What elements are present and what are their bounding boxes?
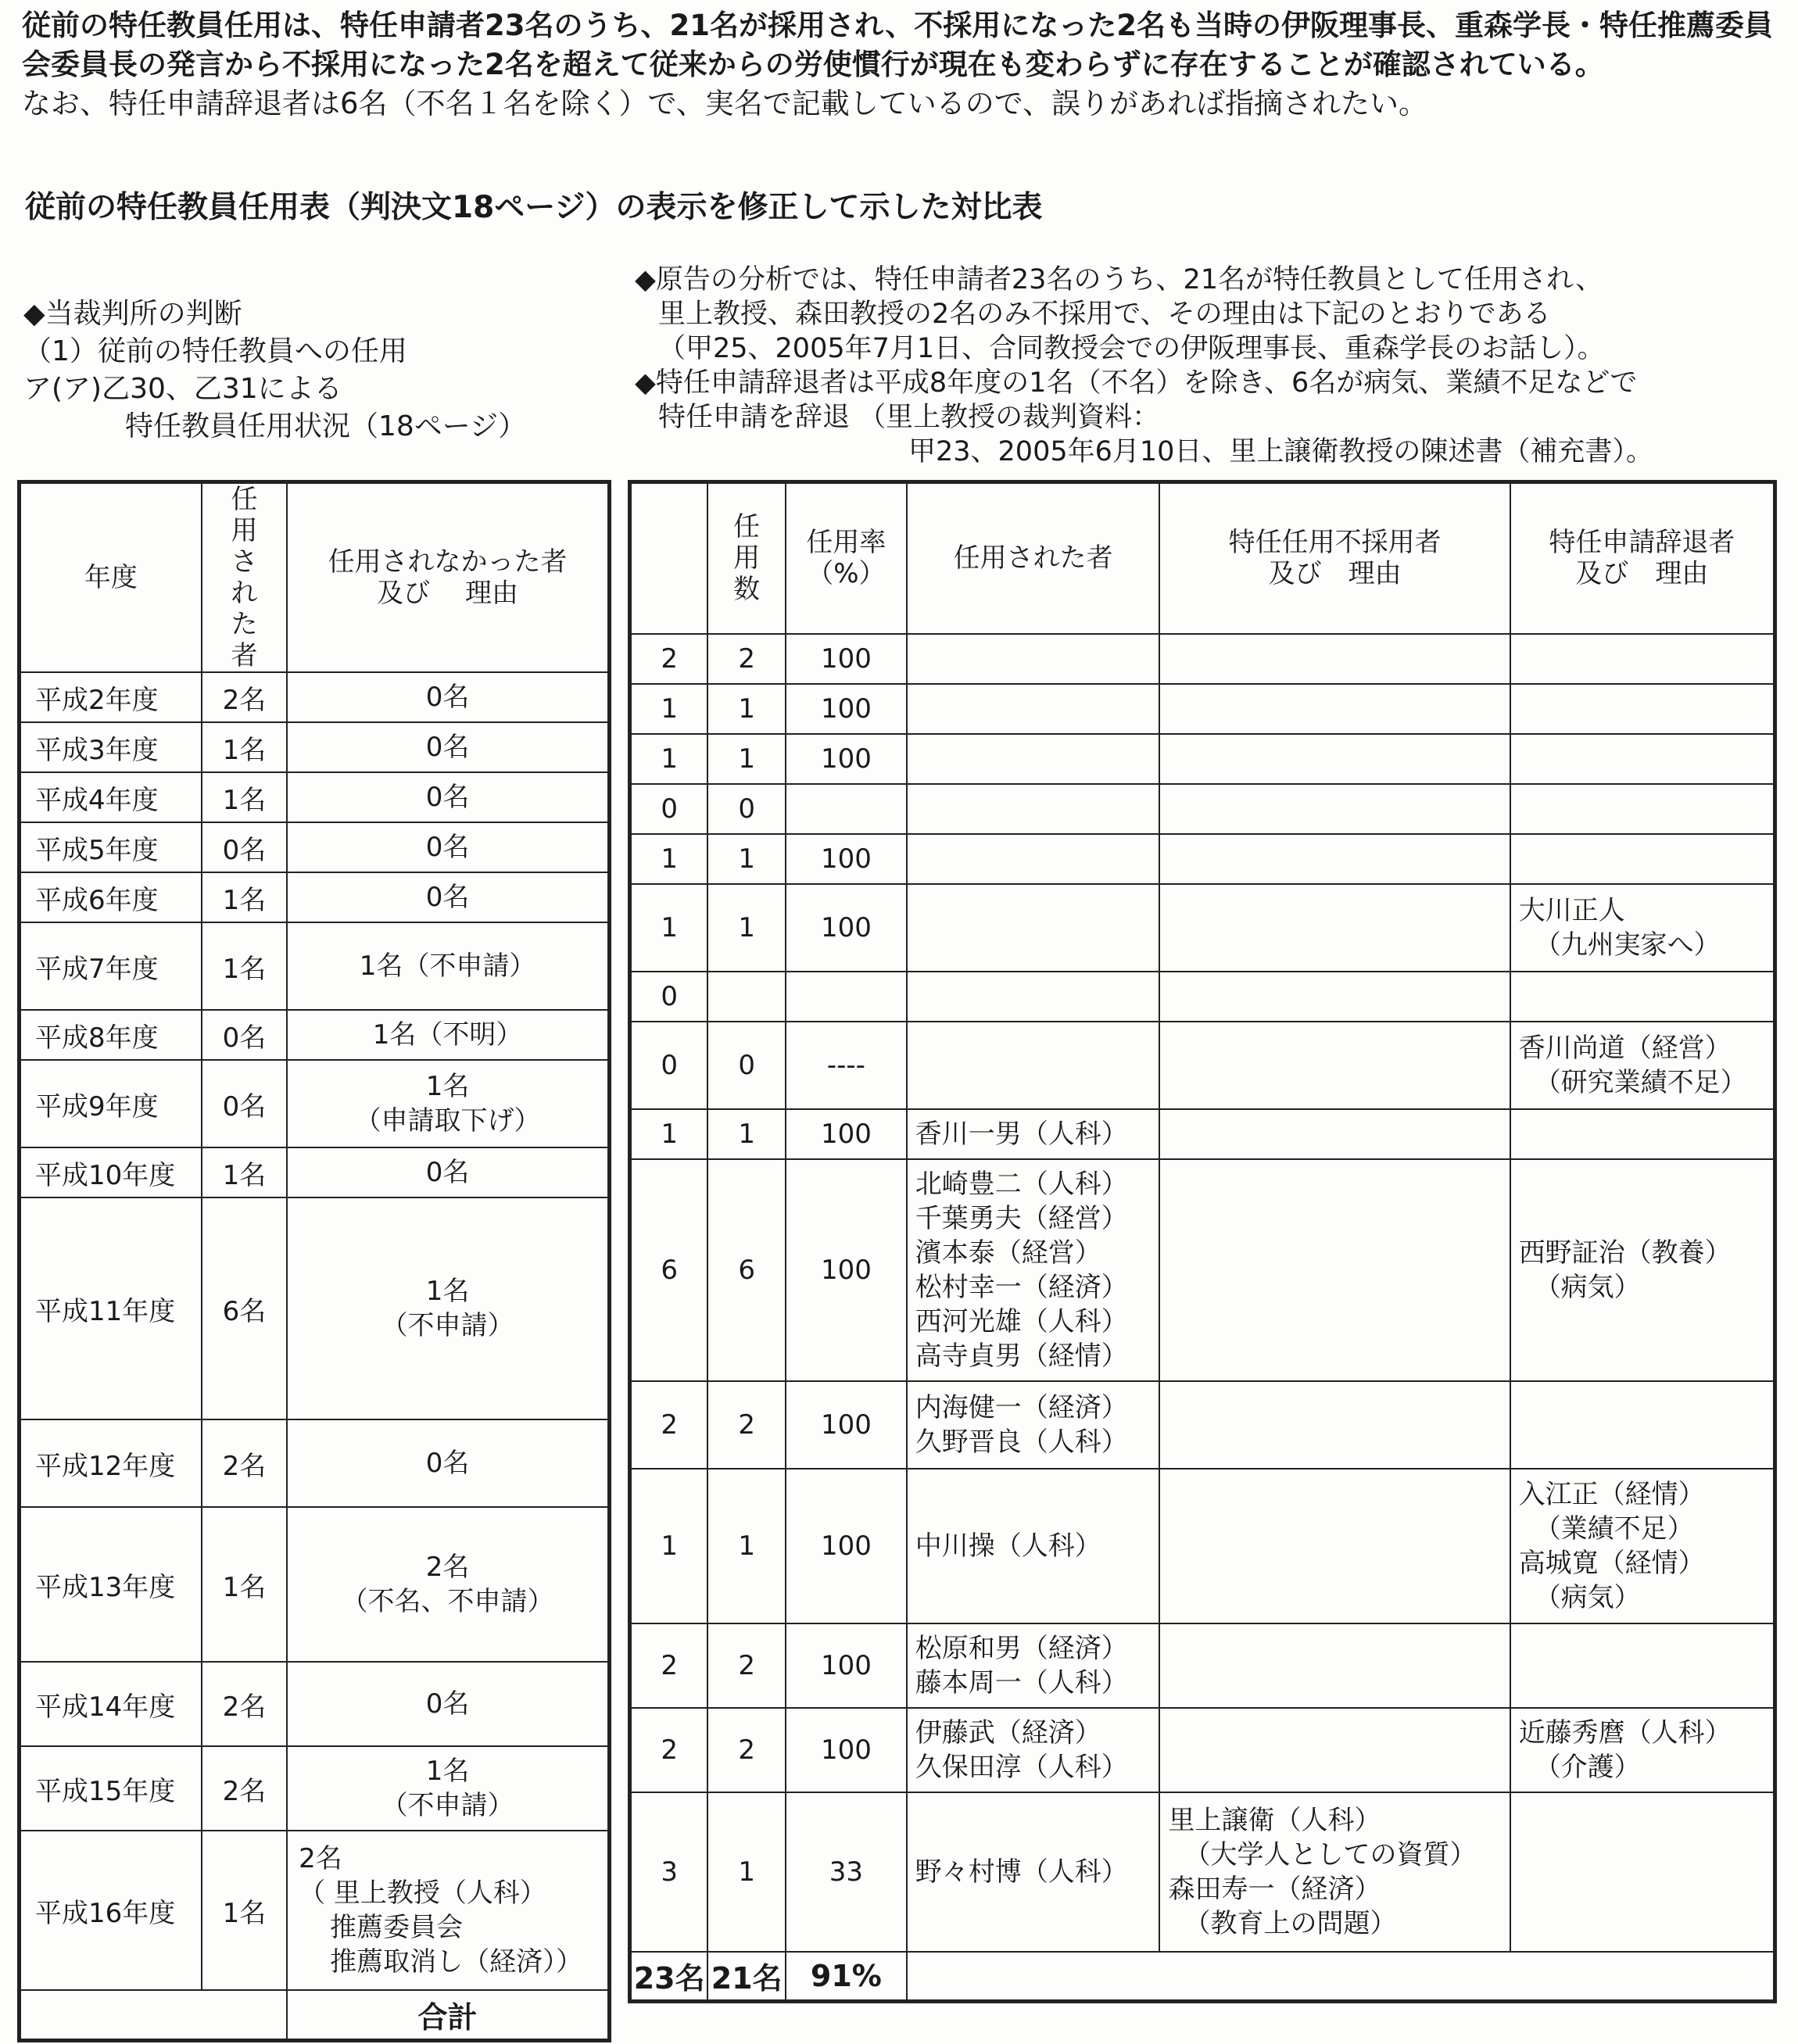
name-line: 伊藤武（経済） bbox=[915, 1716, 1101, 1749]
year-cell: 平成13年度 bbox=[20, 1507, 202, 1662]
count-cell: 1 bbox=[707, 1792, 786, 1952]
note-right-line-5: 特任申請を辞退 （里上教授の裁判資料： bbox=[658, 402, 1160, 433]
applied-cell: 1 bbox=[630, 884, 708, 972]
rate-cell: 100 bbox=[786, 1623, 907, 1708]
not-appointed-cell: 0名 bbox=[287, 772, 609, 822]
rejected-cell bbox=[1159, 1381, 1510, 1469]
count-cell: 2 bbox=[707, 634, 786, 684]
rate-cell: 100 bbox=[786, 1109, 907, 1159]
note-left-line-2: （1）従前の特任教員への任用 bbox=[23, 335, 407, 367]
year-cell: 平成8年度 bbox=[20, 1010, 202, 1060]
appointed-count-cell: 1名 bbox=[202, 922, 287, 1010]
appointed-count-cell: 1名 bbox=[202, 872, 287, 922]
appointed-names-cell bbox=[907, 1109, 1160, 1159]
applied-cell: 2 bbox=[630, 634, 708, 684]
total-applied: 23名 bbox=[630, 1952, 708, 2002]
not-appointed-cell: 1名 （不申請） bbox=[287, 1746, 609, 1831]
intro-line-2: 会委員長の発言から不採用になった2名を超えて従来からの労使慣行が現在も変わらずに存在することが確認されている。 bbox=[22, 48, 1604, 81]
appointed-names-cell bbox=[907, 1469, 1160, 1623]
withdrawn-cell bbox=[1510, 1469, 1775, 1623]
withdrawn-cell bbox=[1510, 634, 1775, 684]
not-appointed-cell: 0名 bbox=[287, 672, 609, 722]
applied-cell: 1 bbox=[630, 684, 708, 734]
appointed-names-cell bbox=[907, 834, 1160, 884]
withdrawn-cell bbox=[1510, 734, 1775, 784]
rejected-cell bbox=[1159, 884, 1510, 972]
year-cell: 平成7年度 bbox=[20, 922, 202, 1010]
empty-cell bbox=[20, 1990, 202, 2040]
applied-cell: 2 bbox=[630, 1708, 708, 1792]
rejected-cell bbox=[1159, 784, 1510, 834]
applied-cell: 3 bbox=[630, 1792, 708, 1952]
name-line: 西河光雄（人科） bbox=[915, 1305, 1128, 1337]
right-table-row bbox=[630, 884, 1775, 972]
name-line: 藤本周一（人科） bbox=[915, 1666, 1128, 1699]
count-cell: 0 bbox=[707, 1022, 786, 1109]
withdrawn-cell bbox=[1510, 1623, 1775, 1708]
header-rate: 任用率 （%） bbox=[786, 482, 907, 634]
not-appointed-cell: 0名 bbox=[287, 822, 609, 872]
name-line: 森田寿一（経済） bbox=[1168, 1873, 1381, 1905]
applied-cell: 6 bbox=[630, 1159, 708, 1381]
name-line: 北崎豊二（人科） bbox=[915, 1168, 1128, 1200]
applied-cell: 1 bbox=[630, 1469, 708, 1623]
appointed-names-cell bbox=[907, 1022, 1160, 1109]
year-cell: 平成12年度 bbox=[20, 1419, 202, 1507]
appointed-count-cell: 2名 bbox=[202, 1419, 287, 1507]
year-cell: 平成15年度 bbox=[20, 1746, 202, 1831]
appointed-count-cell: 2名 bbox=[202, 1662, 287, 1746]
rejected-cell bbox=[1159, 1022, 1510, 1109]
name-line: 大川正人 bbox=[1518, 894, 1625, 926]
left-table-row bbox=[20, 822, 610, 872]
appointed-names-cell bbox=[907, 1708, 1160, 1792]
left-table-row bbox=[20, 672, 610, 722]
not-appointed-cell: 2名 （不名、不申請） bbox=[287, 1507, 609, 1662]
intro-line-3: なお、特任申請辞退者は6名（不名１名を除く）で、実名で記載しているので、誤りがあれば指摘されたい。 bbox=[22, 87, 1428, 120]
name-line: （業績不足） bbox=[1534, 1512, 1694, 1545]
note-right-line-2: 里上教授、森田教授の2名のみ不採用で、その理由は下記のとおりである bbox=[658, 299, 1551, 330]
appointed-count-cell: 1名 bbox=[202, 772, 287, 822]
name-line: 西野証治（教養） bbox=[1518, 1237, 1732, 1269]
name-line: （大学人としての資質） bbox=[1184, 1838, 1477, 1870]
name-line: 香川一男（人科） bbox=[915, 1118, 1128, 1150]
left-table-row bbox=[20, 872, 610, 922]
empty-cell bbox=[907, 1952, 1160, 2002]
year-cell: 平成2年度 bbox=[20, 672, 202, 722]
not-appointed-cell: 2名 （ 里上教授（人科） 推薦委員会 推薦取消し（経済）） bbox=[287, 1831, 609, 1990]
count-cell: 1 bbox=[707, 1109, 786, 1159]
right-table-row bbox=[630, 1381, 1775, 1469]
rate-cell: 100 bbox=[786, 1159, 907, 1381]
year-cell: 平成5年度 bbox=[20, 822, 202, 872]
rate-cell: 100 bbox=[786, 634, 907, 684]
appointed-names-cell bbox=[907, 1381, 1160, 1469]
right-table-row bbox=[630, 684, 1775, 734]
year-cell: 平成16年度 bbox=[20, 1831, 202, 1990]
name-line: （病気） bbox=[1534, 1271, 1641, 1303]
not-appointed-cell: 0名 bbox=[287, 1147, 609, 1197]
rejected-cell bbox=[1159, 1792, 1510, 1952]
withdrawn-cell bbox=[1510, 884, 1775, 972]
withdrawn-cell bbox=[1510, 1708, 1775, 1792]
rate-cell: 33 bbox=[786, 1792, 907, 1952]
note-left-line-3: ア(ア)乙30、乙31による bbox=[23, 373, 342, 405]
applied-cell: 0 bbox=[630, 1022, 708, 1109]
count-cell: 0 bbox=[707, 784, 786, 834]
left-table-row bbox=[20, 1507, 610, 1662]
not-appointed-cell: 1名 （不申請） bbox=[287, 1197, 609, 1419]
rejected-cell bbox=[1159, 1159, 1510, 1381]
rejected-cell bbox=[1159, 634, 1510, 684]
not-appointed-cell: 0名 bbox=[287, 1662, 609, 1746]
plaintiff-analysis-table bbox=[628, 480, 1777, 2003]
header-applied bbox=[630, 482, 708, 634]
not-appointed-cell: 0名 bbox=[287, 1419, 609, 1507]
appointed-names-cell bbox=[907, 634, 1160, 684]
count-cell: 1 bbox=[707, 1469, 786, 1623]
right-table-row bbox=[630, 834, 1775, 884]
note-left-line-1: ◆当裁判所の判断 bbox=[23, 298, 242, 330]
appointed-names-cell bbox=[907, 1792, 1160, 1952]
appointed-count-cell: 0名 bbox=[202, 822, 287, 872]
header-appointed-names: 任用された者 bbox=[907, 482, 1160, 634]
year-cell: 平成11年度 bbox=[20, 1197, 202, 1419]
count-cell: 2 bbox=[707, 1381, 786, 1469]
applied-cell: 1 bbox=[630, 834, 708, 884]
rate-cell: 100 bbox=[786, 684, 907, 734]
total-rate: 91% bbox=[786, 1952, 907, 2002]
applied-cell: 2 bbox=[630, 1623, 708, 1708]
year-cell: 平成6年度 bbox=[20, 872, 202, 922]
appointed-names-cell bbox=[907, 1623, 1160, 1708]
count-cell: 1 bbox=[707, 834, 786, 884]
name-line: 入江正（経情） bbox=[1518, 1478, 1705, 1510]
appointed-count-cell: 0名 bbox=[202, 1060, 287, 1147]
count-cell: 2 bbox=[707, 1708, 786, 1792]
total-count: 21名 bbox=[707, 1952, 786, 2002]
left-table-row bbox=[20, 1746, 610, 1831]
rejected-cell bbox=[1159, 684, 1510, 734]
appointed-count-cell: 1名 bbox=[202, 1147, 287, 1197]
appointed-count-cell: 1名 bbox=[202, 1831, 287, 1990]
rejected-cell bbox=[1159, 1109, 1510, 1159]
rate-cell bbox=[786, 784, 907, 834]
left-header-row bbox=[20, 482, 610, 673]
appointed-names-cell bbox=[907, 1159, 1160, 1381]
appointed-count-cell: 6名 bbox=[202, 1197, 287, 1419]
header-not-appointed: 任用されなかった者 及び 理由 bbox=[287, 482, 609, 673]
appointed-names-cell bbox=[907, 972, 1160, 1022]
right-table-row bbox=[630, 1022, 1775, 1109]
page-title: 従前の特任教員任用表（判決文18ページ）の表示を修正して示した対比表 bbox=[25, 190, 1043, 225]
rate-cell: ---- bbox=[786, 1022, 907, 1109]
withdrawn-cell bbox=[1510, 684, 1775, 734]
plaintiff-analysis-note bbox=[635, 263, 1653, 469]
appointed-count-cell: 1名 bbox=[202, 1507, 287, 1662]
appointed-count-cell: 0名 bbox=[202, 1010, 287, 1060]
header-withdrawn: 特任申請辞退者 及び 理由 bbox=[1510, 482, 1775, 634]
withdrawn-cell bbox=[1510, 1381, 1775, 1469]
empty-cell bbox=[1510, 1952, 1775, 2002]
withdrawn-cell bbox=[1510, 834, 1775, 884]
left-table-row bbox=[20, 922, 610, 1010]
rate-cell: 100 bbox=[786, 1708, 907, 1792]
right-table-row bbox=[630, 1159, 1775, 1381]
name-line: （教育上の問題） bbox=[1184, 1907, 1397, 1939]
not-appointed-cell: 0名 bbox=[287, 872, 609, 922]
empty-cell bbox=[1159, 1952, 1510, 2002]
name-line: （介護） bbox=[1534, 1751, 1641, 1783]
count-cell: 1 bbox=[707, 884, 786, 972]
name-line: （九州実家へ） bbox=[1534, 929, 1721, 961]
right-table-row bbox=[630, 1623, 1775, 1708]
right-table-row bbox=[630, 634, 1775, 684]
applied-cell: 1 bbox=[630, 1109, 708, 1159]
name-line: （病気） bbox=[1534, 1581, 1641, 1613]
left-table-row bbox=[20, 1197, 610, 1419]
right-table-row bbox=[630, 784, 1775, 834]
year-cell: 平成10年度 bbox=[20, 1147, 202, 1197]
name-line: 千葉勇夫（経営） bbox=[915, 1202, 1128, 1234]
appointed-names-cell bbox=[907, 734, 1160, 784]
name-line: 内海健一（経済） bbox=[915, 1391, 1128, 1423]
not-appointed-cell: 1名 （申請取下げ） bbox=[287, 1060, 609, 1147]
rejected-cell bbox=[1159, 734, 1510, 784]
year-cell: 平成4年度 bbox=[20, 772, 202, 822]
name-line: （研究業績不足） bbox=[1534, 1066, 1747, 1098]
header-rejected: 特任任用不採用者 及び 理由 bbox=[1159, 482, 1510, 634]
right-table-row bbox=[630, 1469, 1775, 1623]
count-cell bbox=[707, 972, 786, 1022]
header-appointed: 任用 され た者 bbox=[202, 482, 287, 673]
name-line: 松原和男（経済） bbox=[915, 1632, 1128, 1664]
rate-cell: 100 bbox=[786, 734, 907, 784]
appointed-count-cell: 2名 bbox=[202, 1746, 287, 1831]
year-cell: 平成3年度 bbox=[20, 722, 202, 772]
rate-cell bbox=[786, 972, 907, 1022]
appointed-names-cell bbox=[907, 784, 1160, 834]
left-table-row bbox=[20, 1831, 610, 1990]
appointed-names-cell bbox=[907, 684, 1160, 734]
name-line: 高城寛（経情） bbox=[1518, 1547, 1705, 1579]
withdrawn-cell bbox=[1510, 784, 1775, 834]
intro-line-1: 従前の特任教員任用は、特任申請者23名のうち、21名が採用され、不採用になった2名も当時の伊阪理事長、重森学長・特任推薦委員 bbox=[22, 9, 1773, 42]
withdrawn-cell bbox=[1510, 1109, 1775, 1159]
not-appointed-cell: 1名（不申請） bbox=[287, 922, 609, 1010]
right-total-row bbox=[630, 1952, 1775, 2002]
name-line: 近藤秀麿（人科） bbox=[1518, 1716, 1732, 1749]
left-table-row bbox=[20, 1147, 610, 1197]
appointed-names-cell bbox=[907, 884, 1160, 972]
intro-text bbox=[22, 6, 1781, 123]
empty-cell bbox=[202, 1990, 287, 2040]
rate-cell: 100 bbox=[786, 1469, 907, 1623]
name-line: 野々村博（人科） bbox=[915, 1856, 1128, 1888]
left-table-row bbox=[20, 1010, 610, 1060]
right-table-row bbox=[630, 1109, 1775, 1159]
right-table-row bbox=[630, 1708, 1775, 1792]
rejected-cell bbox=[1159, 834, 1510, 884]
note-right-line-3: （甲25、2005年7月1日、合同教授会での伊阪理事長、重森学長のお話し）。 bbox=[658, 333, 1605, 364]
count-cell: 2 bbox=[707, 1623, 786, 1708]
total-label: 合計 bbox=[287, 1990, 609, 2040]
count-cell: 1 bbox=[707, 684, 786, 734]
appointed-count-cell: 1名 bbox=[202, 722, 287, 772]
left-total-row bbox=[20, 1990, 610, 2040]
rejected-cell bbox=[1159, 1469, 1510, 1623]
left-table-row bbox=[20, 1662, 610, 1746]
note-right-line-1: ◆原告の分析では、特任申請者23名のうち、21名が特任教員として任用され、 bbox=[635, 264, 1603, 295]
left-table-row bbox=[20, 1060, 610, 1147]
withdrawn-cell bbox=[1510, 1792, 1775, 1952]
header-count: 任 用 数 bbox=[707, 482, 786, 634]
applied-cell: 0 bbox=[630, 972, 708, 1022]
applied-cell: 0 bbox=[630, 784, 708, 834]
name-line: 中川操（人科） bbox=[915, 1530, 1101, 1562]
withdrawn-cell bbox=[1510, 1159, 1775, 1381]
appointed-count-cell: 2名 bbox=[202, 672, 287, 722]
header-year: 年度 bbox=[20, 482, 202, 673]
withdrawn-cell bbox=[1510, 972, 1775, 1022]
name-line: 久野晋良（人科） bbox=[915, 1426, 1128, 1458]
name-line: 高寺貞男（経情） bbox=[915, 1340, 1128, 1372]
right-table-row bbox=[630, 972, 1775, 1022]
rejected-cell bbox=[1159, 972, 1510, 1022]
rejected-cell bbox=[1159, 1623, 1510, 1708]
rate-cell: 100 bbox=[786, 834, 907, 884]
court-judgment-note bbox=[23, 295, 526, 446]
left-table-row bbox=[20, 772, 610, 822]
count-cell: 6 bbox=[707, 1159, 786, 1381]
year-cell: 平成14年度 bbox=[20, 1662, 202, 1746]
name-line: 濱本泰（経営） bbox=[915, 1237, 1101, 1269]
right-table-row bbox=[630, 1792, 1775, 1952]
name-line: 里上譲衛（人科） bbox=[1168, 1804, 1381, 1836]
right-header-row bbox=[630, 482, 1775, 634]
name-line: 松村幸一（経済） bbox=[915, 1271, 1128, 1303]
left-table-row bbox=[20, 722, 610, 772]
right-table-row bbox=[630, 734, 1775, 784]
not-appointed-cell: 1名（不明） bbox=[287, 1010, 609, 1060]
note-right-line-6: 甲23、2005年6月10日、里上譲衛教授の陳述書（補充書）。 bbox=[908, 436, 1653, 467]
withdrawn-cell bbox=[1510, 1022, 1775, 1109]
rejected-cell bbox=[1159, 1708, 1510, 1792]
note-left-line-4: 特任教員任用状況（18ページ） bbox=[125, 410, 527, 442]
court-appointment-table bbox=[17, 480, 611, 2042]
name-line: 香川尚道（経営） bbox=[1518, 1032, 1732, 1064]
name-line: 久保田淳（人科） bbox=[915, 1751, 1128, 1783]
year-cell: 平成9年度 bbox=[20, 1060, 202, 1147]
note-right-line-4: ◆特任申請辞退者は平成8年度の1名（不名）を除き、6名が病気、業績不足などで bbox=[635, 367, 1638, 399]
applied-cell: 1 bbox=[630, 734, 708, 784]
left-table-row bbox=[20, 1419, 610, 1507]
not-appointed-cell: 0名 bbox=[287, 722, 609, 772]
rate-cell: 100 bbox=[786, 884, 907, 972]
applied-cell: 2 bbox=[630, 1381, 708, 1469]
count-cell: 1 bbox=[707, 734, 786, 784]
rate-cell: 100 bbox=[786, 1381, 907, 1469]
